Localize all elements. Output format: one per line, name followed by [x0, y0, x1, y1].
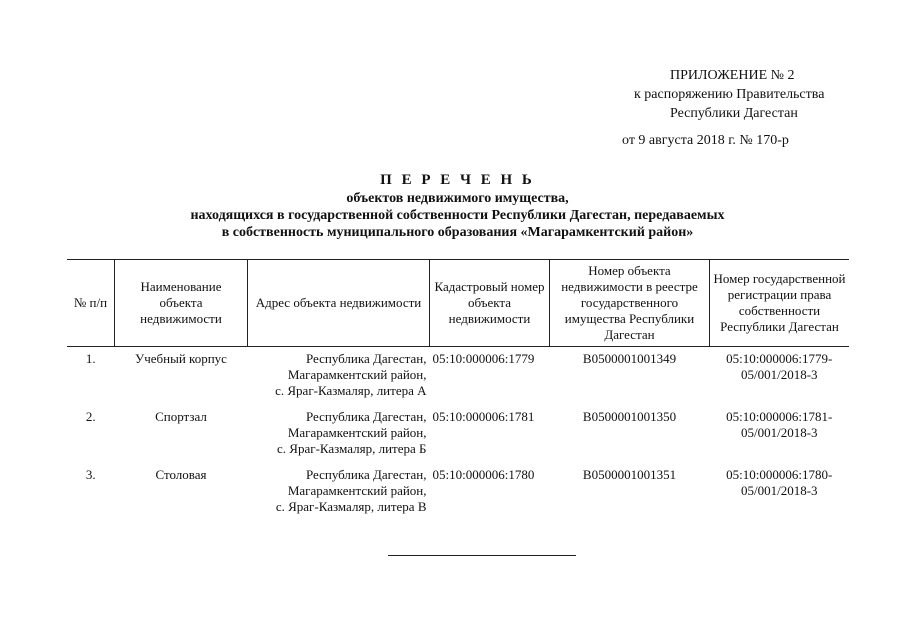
cell-cadastral: 05:10:000006:1779 [432, 351, 535, 366]
cell-registry: В0500001001351 [582, 467, 677, 482]
right-line: 05:10:000006:1781- [726, 409, 833, 424]
document-title [0, 172, 905, 241]
cell-cadastral: 05:10:000006:1781 [432, 409, 535, 424]
attachment-date: от 9 августа 2018 г. № 170-р [622, 133, 789, 148]
address-line: с. Яраг-Казмаляр, литера А [275, 383, 427, 398]
cell-cadastral: 05:10:000006:1780 [432, 467, 535, 482]
cell-address [248, 347, 430, 406]
cell-name: Учебный корпус [135, 351, 227, 366]
address-line: Магарамкентский район, [287, 425, 427, 440]
address-line: с. Яраг-Казмаляр, литера В [275, 499, 427, 514]
closing-divider [388, 555, 576, 556]
attachment-header [600, 66, 900, 150]
right-line: 05:10:000006:1780- [726, 467, 833, 482]
table-header-row [67, 260, 849, 347]
cell-name: Столовая [155, 467, 207, 482]
header-cadastral: Кадастровый номер объекта недвижимости [430, 260, 550, 347]
header-address: Адрес объекта недвижимости [248, 260, 430, 347]
header-registry: Номер объекта недвижимости в реестре государственного имущества Республики Дагестан [550, 260, 710, 347]
cell-registry: В0500001001350 [582, 409, 677, 424]
title-heading: П Е Р Е Ч Е Н Ь [380, 172, 535, 188]
right-line: 05/001/2018-3 [740, 425, 818, 440]
right-line: 05/001/2018-3 [740, 367, 818, 382]
cell-right [710, 405, 850, 463]
address-line: Республика Дагестан, [305, 467, 427, 482]
attachment-ref-order: к распоряжению Правительства [634, 87, 825, 102]
cell-name: Спортзал [155, 409, 207, 424]
table-row [67, 347, 849, 406]
attachment-ref-republic: Республики Дагестан [670, 106, 798, 121]
cell-right [710, 347, 850, 406]
address-line: Магарамкентский район, [287, 367, 427, 382]
cell-num: 1. [85, 351, 96, 366]
right-line: 05/001/2018-3 [740, 483, 818, 498]
property-table [67, 259, 849, 521]
header-right: Номер государственной регистрации права собственности Республики Дагестан [710, 260, 850, 347]
table-row [67, 405, 849, 463]
title-line-2: находящихся в государственной собственности Республики Дагестан, передаваемых [190, 208, 725, 223]
header-num: № п/п [67, 260, 115, 347]
address-line: Магарамкентский район, [287, 483, 427, 498]
title-line-1: объектов недвижимого имущества, [346, 191, 569, 206]
right-line: 05:10:000006:1779- [726, 351, 833, 366]
cell-right [710, 463, 850, 521]
address-line: Республика Дагестан, [305, 351, 427, 366]
address-line: Республика Дагестан, [305, 409, 427, 424]
cell-address [248, 405, 430, 463]
cell-num: 2. [85, 409, 96, 424]
cell-num: 3. [85, 467, 96, 482]
table-row [67, 463, 849, 521]
title-line-3: в собственность муниципального образования «Магарамкентский район» [221, 225, 694, 240]
cell-address [248, 463, 430, 521]
attachment-number: ПРИЛОЖЕНИЕ № 2 [670, 68, 795, 83]
cell-registry: В0500001001349 [582, 351, 677, 366]
address-line: с. Яраг-Казмаляр, литера Б [277, 441, 427, 456]
header-name: Наименование объекта недвижимости [115, 260, 248, 347]
